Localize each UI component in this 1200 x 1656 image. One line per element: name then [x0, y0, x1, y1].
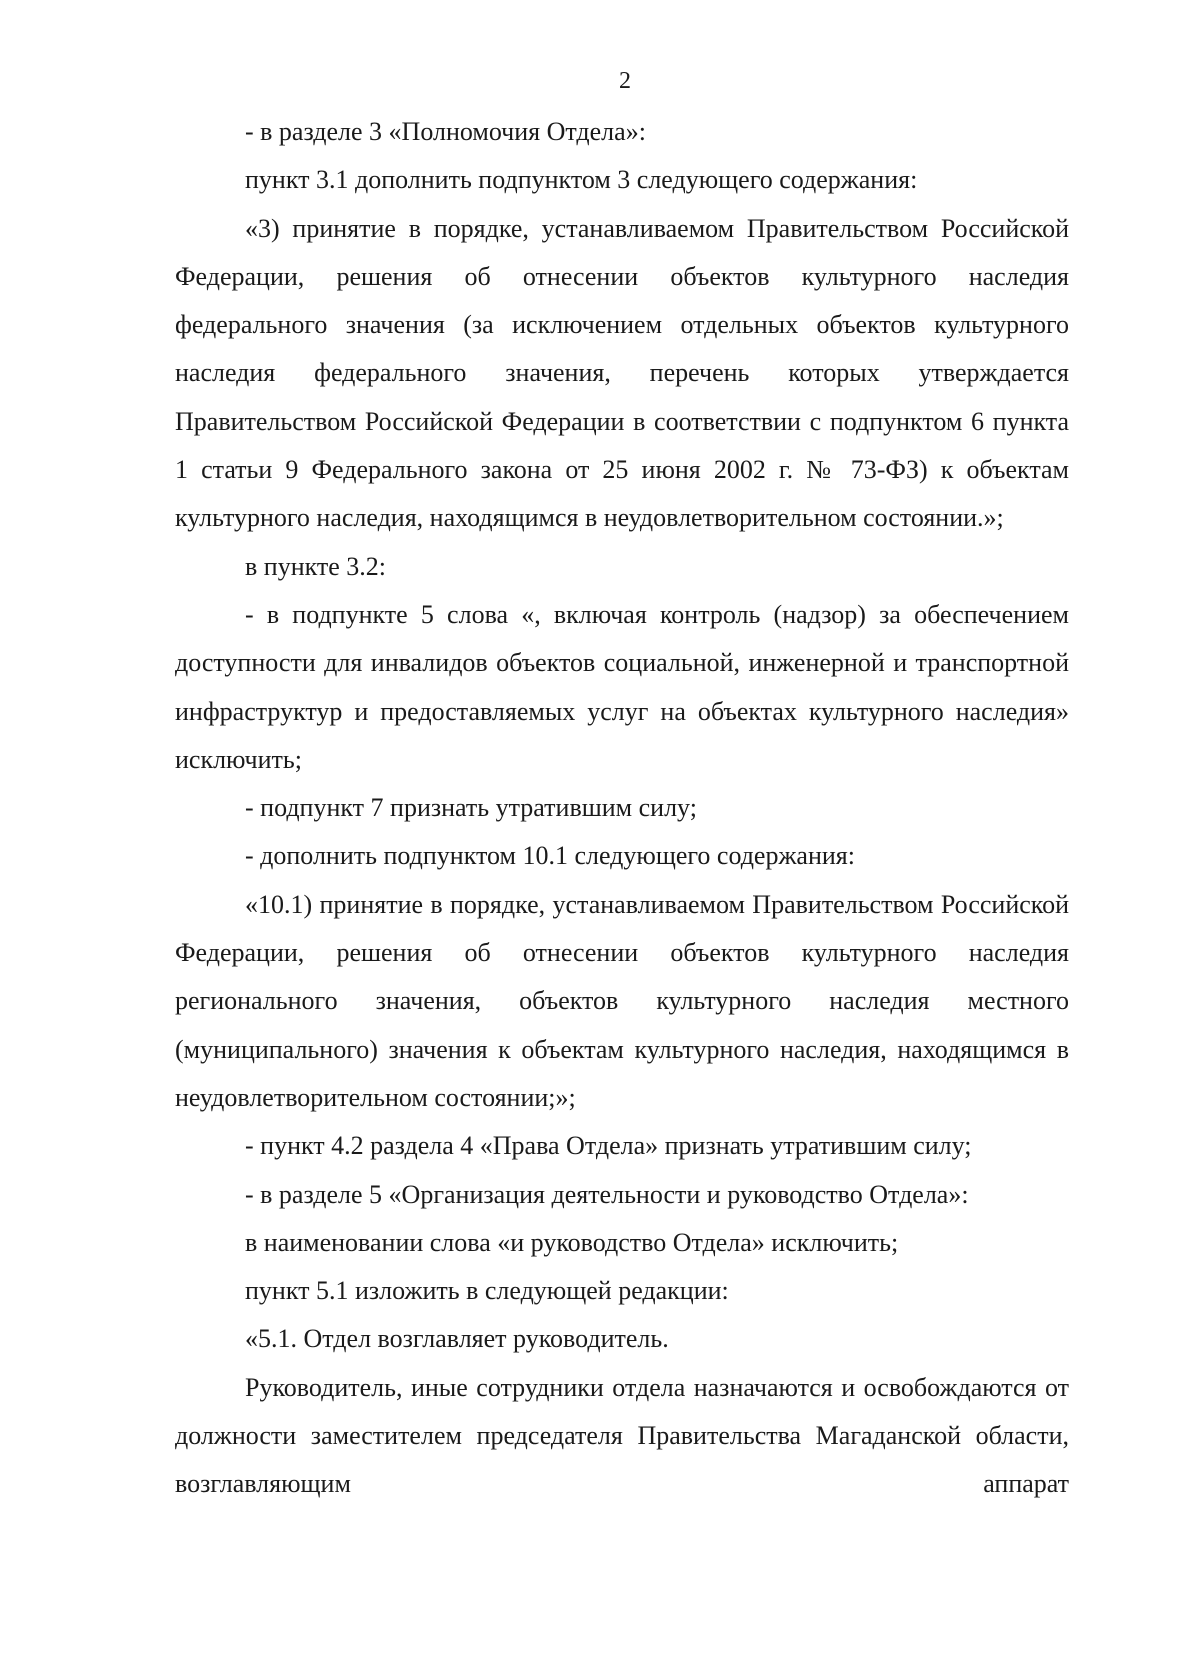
paragraph-item-3-2: в пункте 3.2: — [245, 551, 387, 581]
paragraph-item-5-1-intro: пункт 5.1 изложить в следующей редакции: — [245, 1276, 729, 1306]
paragraph-subitem-10-1: «10.1) принятие в порядке, устанавливаемом Правительством Российской Федерации, решения об отнесении объектов культурного наследия регионального значения, объектов культурного наследия местного (муниципального) значения к объектам культурного наследия, находящимся в неудовлетворительном состоянии;»; — [175, 889, 1069, 1112]
paragraph-item-5-1: «5.1. Отдел возглавляет руководитель. — [245, 1324, 669, 1354]
paragraph-item-3-1-intro: пункт 3.1 дополнить подпунктом 3 следующего содержания: — [245, 165, 918, 195]
paragraph-section-5-title: в наименовании слова «и руководство Отдела» исключить; — [245, 1227, 899, 1257]
paragraph-section-3-heading: - в разделе 3 «Полномочия Отдела»: — [245, 117, 646, 146]
document-body — [175, 108, 1069, 1509]
paragraph-item-4-2: - пункт 4.2 раздела 4 «Права Отдела» признать утратившим силу; — [245, 1131, 972, 1161]
paragraph-subitem-10-1-intro: - дополнить подпунктом 10.1 следующего содержания: — [245, 841, 855, 871]
page-number: 2 — [619, 68, 631, 94]
paragraph-subitem-5: - в подпункте 5 слова «, включая контроль (надзор) за обеспечением доступности для инвалидов объектов социальной, инженерной и транспортной инфраструктур и предоставляемых услуг на объектах культурного наследия» исключить; — [175, 599, 1069, 774]
paragraph-subitem-3: «3) принятие в порядке, устанавливаемом Правительством Российской Федерации, решения об отнесении объектов культурного наследия федерального значения (за исключением отдельных объектов культурного наследия федерального значения, перечень которых утверждается Правительством Российской Федерации в соответствии с подпунктом 6 пункта 1 статьи 9 Федерального закона от 25 июня 2002 г. № 73-ФЗ) к объектам культурного наследия, находящимся в неудовлетворительном состоянии.»; — [175, 213, 1069, 533]
paragraph-subitem-7: - подпункт 7 признать утратившим силу; — [245, 793, 697, 823]
paragraph-head-appointment: Руководитель, иные сотрудники отдела назначаются и освобождаются от должности заместителем председателя Правительства Магаданской области, возглавляющим аппарат — [175, 1372, 1069, 1499]
paragraph-section-5-heading: - в разделе 5 «Организация деятельности и руководство Отдела»: — [245, 1179, 969, 1209]
